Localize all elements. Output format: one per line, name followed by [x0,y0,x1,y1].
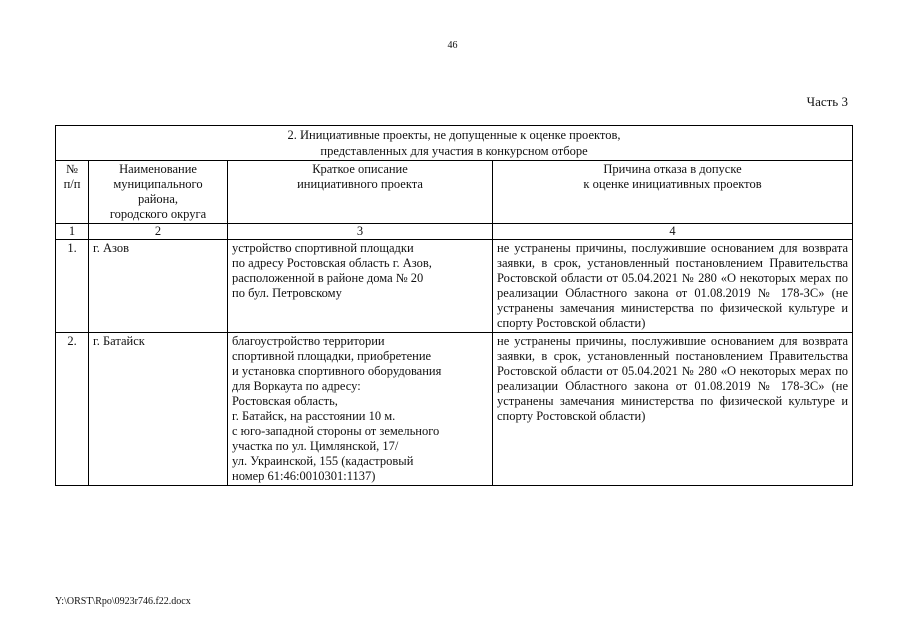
column-number: 3 [228,224,493,240]
header-text: городского округа [109,207,207,221]
footer-file-path: Y:\ORST\Rpo\0923r746.f22.docx [55,596,191,607]
row-municipality: г. Азов [89,240,228,333]
description-line: Ростовская область, [232,394,338,408]
column-number: 2 [89,224,228,240]
description-line: с юго-западной стороны от земельного [232,424,440,438]
row-municipality: г. Батайск [89,333,228,486]
row-description [228,333,493,486]
description-line: ул. Украинской, 155 (кадастровый [232,454,414,468]
row-number: 2. [56,333,89,486]
header-number [56,161,89,224]
description-line: по адресу Ростовская область г. Азов, [232,256,432,270]
column-number: 1 [56,224,89,240]
header-text: муниципального [113,177,203,191]
header-text: Наименование [119,162,197,176]
header-text: к оценке инициативных проектов [583,177,762,191]
row-description [228,240,493,333]
table-row [56,240,853,333]
header-text: инициативного проекта [297,177,423,191]
section-title [56,126,853,161]
header-row [56,161,853,224]
projects-table [55,125,853,486]
description-line: г. Батайск, на расстоянии 10 м. [232,409,396,423]
table-row [56,333,853,486]
header-text: Краткое описание [312,162,408,176]
description-line: по бул. Петровскому [232,286,342,300]
description-line: спортивной площадки, приобретение [232,349,432,363]
header-text: № [66,162,78,176]
row-reason: не устранены причины, послужившие основанием для возврата заявки, в срок, установленный постановлением Правительства Ростовской области от 05.04.2021 № 280 «О некоторых мерах по реализации Областного закона от 01.08.2019 № 178-ЗС» (не устранены замечания министерства по физической культуре и спорту Ростовской области) [493,333,853,486]
header-text: Причина отказа в допуске [603,162,742,176]
description-line: для Воркаута по адресу: [232,379,361,393]
row-reason: не устранены причины, послужившие основанием для возврата заявки, в срок, установленный постановлением Правительства Ростовской области от 05.04.2021 № 280 «О некоторых мерах по реализации Областного закона от 01.08.2019 № 178-ЗС» (не устранены замечания министерства по физической культуре и спорту Ростовской области) [493,240,853,333]
row-number: 1. [56,240,89,333]
section-title-row [56,126,853,161]
header-description [228,161,493,224]
column-number-row [56,224,853,240]
description-line: расположенной в районе дома № 20 [232,271,424,285]
description-line: благоустройство территории [232,334,385,348]
column-number: 4 [493,224,853,240]
description-line: участка по ул. Цимлянской, 17/ [232,439,399,453]
description-line: устройство спортивной площадки [232,241,414,255]
header-text: района, [137,192,179,206]
description-line: и установка спортивного оборудования [232,364,442,378]
header-reason [493,161,853,224]
section-title-line: 2. Инициативные проекты, не допущенные к оценке проектов, [287,128,621,142]
description-line: номер 61:46:0010301:1137) [232,469,376,483]
part-label: Часть 3 [806,94,848,109]
header-municipality [89,161,228,224]
section-title-line: представленных для участия в конкурсном отборе [320,144,588,158]
page-number: 46 [447,40,458,51]
header-text: п/п [63,177,81,191]
